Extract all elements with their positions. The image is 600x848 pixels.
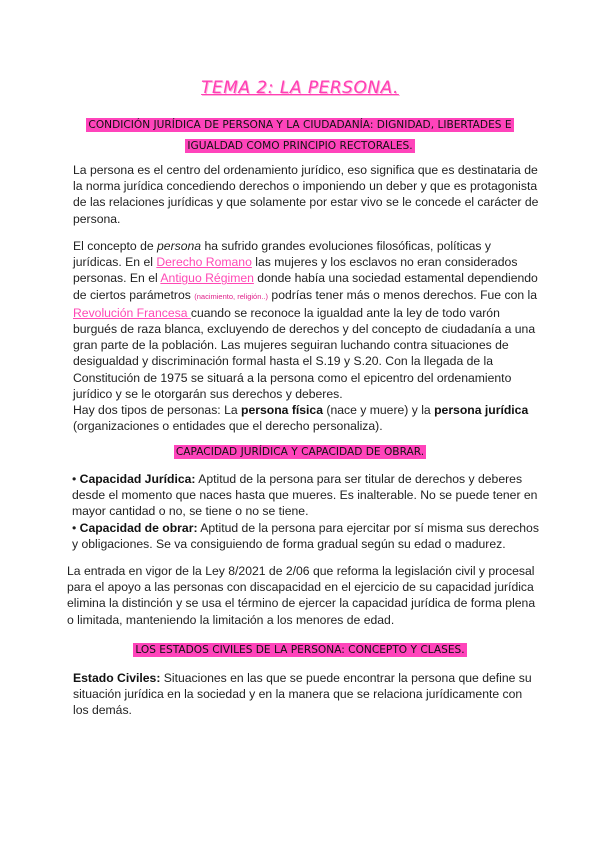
capacidad-list — [72, 471, 544, 552]
bullet-marker: • — [72, 520, 80, 535]
list-item-capacidad-juridica — [72, 471, 544, 520]
section-heading-1 — [62, 114, 538, 156]
p3-term-persona-juridica: persona jurídica — [434, 403, 529, 418]
page-title: TEMA 2: LA PERSONA. — [201, 78, 399, 98]
p2-text-e: podrías tener más o menos derechos. Fue con la — [268, 287, 537, 302]
p2-text-a: El concepto de — [73, 239, 158, 253]
term-capacidad-juridica: Capacidad Jurídica: — [79, 472, 196, 486]
paragraph-ley-text: La entrada en vigor de la Ley 8/2021 de 2/06 que reforma la legislación civil y procesal para el apoyo a las personas con discapacidad en el ejercicio de su capacidad jurídica elimina la distinción y se usa el término de ejercer la capacidad jurídica de forma plena o limitada, manteniendo la limitación a los menores de edad. — [67, 564, 536, 627]
p3-text-a: Hay dos tipos de personas: La — [73, 403, 242, 418]
p2-small-note: (nacimiento, religión..) — [194, 291, 269, 301]
paragraph-ley — [67, 563, 545, 628]
p2-text-b: ha sufrido grandes evoluciones filosóficas, políticas y jurídicas. En el — [73, 239, 492, 270]
p2-emphasis-persona: persona — [157, 239, 202, 253]
definition-capacidad-obrar: Aptitud de la persona para ejercitar por sí misma sus derechos y obligaciones. Se va consiguiendo de forma gradual según su edad o madurez. — [72, 520, 539, 551]
section-heading-3 — [62, 639, 538, 660]
p3-term-persona-fisica: persona física — [241, 403, 323, 418]
section-heading-2 — [62, 441, 538, 462]
list-item-capacidad-obrar — [72, 520, 544, 552]
paragraph-1-text: La persona es el centro del ordenamiento jurídico, eso significa que es destinataria de la norma jurídica concediendo derechos o imponiendo un deber y que es protagonista de las relaciones jurídicas y que solamente por estar vivo se le concede el carácter de persona. — [73, 163, 539, 226]
section-heading-2-text: CAPACIDAD JURÍDICA Y CAPACIDAD DE OBRAR. — [175, 446, 425, 458]
section-heading-1-text: CONDICIÓN JURÍDICA DE PERSONA Y LA CIUDADANÍA: DIGNIDAD, LIBERTADES E IGUALDAD COMO PRINCIPIO RECTORALES. — [88, 119, 512, 152]
link-revolucion-francesa[interactable]: Revolución Francesa — [73, 305, 191, 320]
p2-text-c: las mujeres y los esclavos no eran considerados personas. En el — [73, 255, 518, 286]
p2-text-d: donde había una sociedad estamental dependiendo de ciertos parámetros — [73, 271, 538, 302]
definition-capacidad-juridica: Aptitud de la persona para ser titular de derechos y deberes desde el momento que naces hasta que mueres. Es inalterable. No se puede tener en mayor cantidad o no, se tiene o no se tiene. — [72, 472, 538, 519]
term-estado-civiles: Estado Civiles: — [73, 671, 161, 685]
term-capacidad-obrar: Capacidad de obrar: — [79, 520, 198, 535]
paragraph-1 — [73, 162, 543, 227]
bullet-marker: • — [72, 472, 80, 486]
definition-estado-civiles: Situaciones en las que se puede encontrar la persona que define su situación jurídica en la sociedad y en la manera que se relaciona jurídicamente con los demás. — [73, 671, 532, 718]
paragraph-estado-civil — [73, 670, 539, 719]
p3-text-c: (organizaciones o entidades que el derecho personaliza). — [73, 419, 383, 434]
section-heading-3-text: LOS ESTADOS CIVILES DE LA PERSONA: CONCEPTO Y CLASES. — [135, 644, 465, 656]
link-antiguo-regimen[interactable]: Antiguo Régimen — [160, 271, 254, 286]
p2-text-f: cuando se reconoce la igualdad ante la ley de todo varón burgués de raza blanca, excluyendo de derechos y del concepto de ciudadanía a una gran parte de la población. Las mujeres seguiran luchando contra situaciones de desigualdad y discriminación formal hasta el S.19 y S.20. Con la llegada de la Constitución de 1975 se situará a la persona como el epicentro del ordenamiento jurídico y se le otorgarán sus derechos y deberes. — [73, 305, 536, 401]
link-derecho-romano[interactable]: Derecho Romano — [156, 255, 252, 270]
paragraph-2 — [73, 238, 543, 434]
p3-text-b: (nace y muere) y la — [323, 403, 435, 418]
